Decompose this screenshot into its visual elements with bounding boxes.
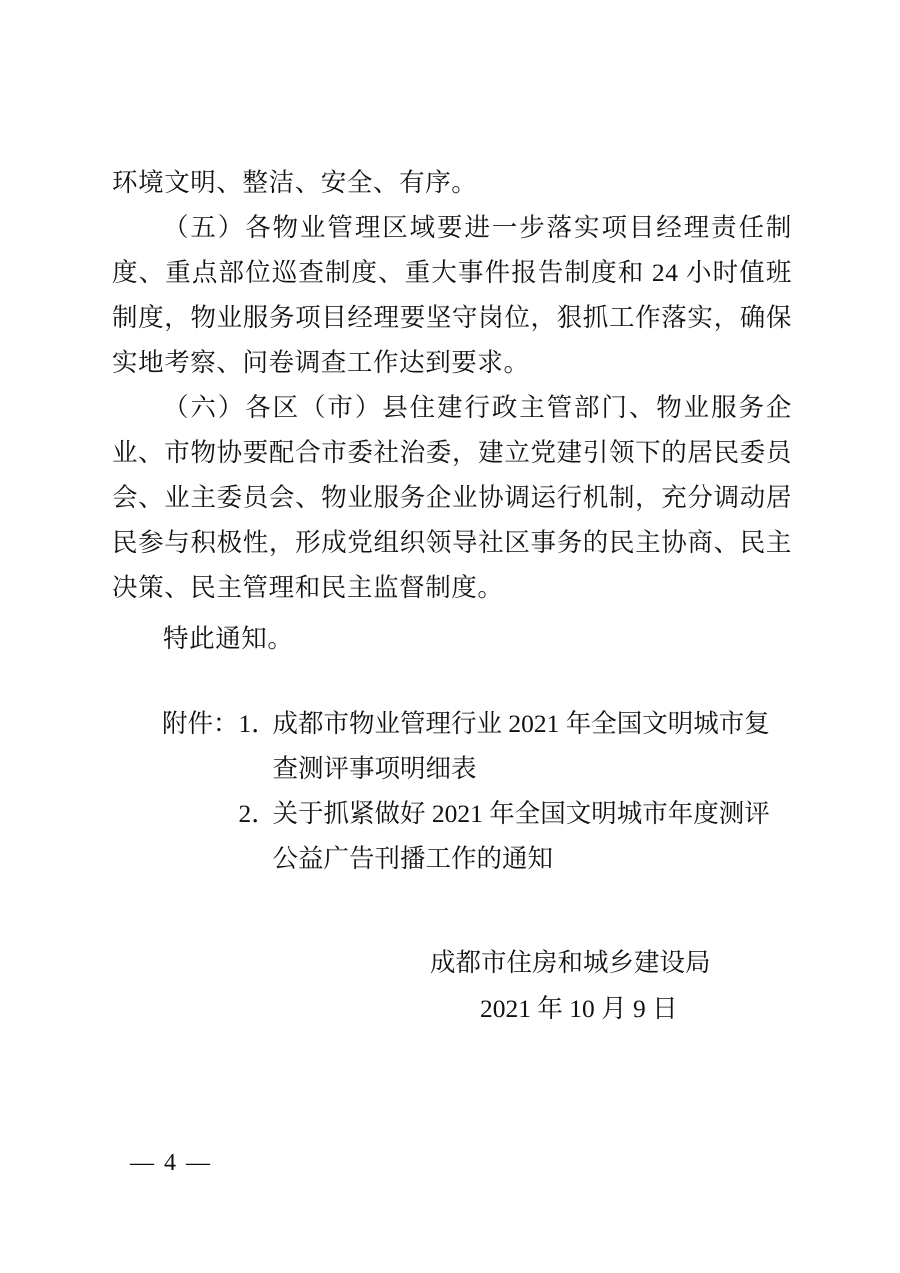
attachment-list bbox=[239, 701, 792, 881]
document-body bbox=[112, 160, 792, 881]
paragraph-closing: 特此通知。 bbox=[163, 624, 294, 653]
signature-date: 2021 年 10 月 9 日 bbox=[480, 994, 678, 1023]
attachment-number-2: 2． bbox=[238, 799, 277, 828]
attachment-row-first bbox=[112, 701, 792, 881]
attachment-text-1: 成都市物业管理行业 2021 年全国文明城市复查测评事项明细表 bbox=[272, 709, 770, 783]
attachment-number-1: 1． bbox=[238, 709, 277, 738]
paragraph-continued: 环境文明、整洁、安全、有序。 bbox=[112, 168, 478, 197]
page-footer bbox=[0, 1150, 900, 1177]
paragraph-item-five: （五）各物业管理区域要进一步落实项目经理责任制度、重点部位巡查制度、重大事件报告制度和 24 小时值班制度，物业服务项目经理要坚守岗位，狠抓工作落实，确保实地考察、问卷调查工作达到要求。 bbox=[112, 213, 792, 377]
attachments-label: 附件： bbox=[162, 709, 239, 738]
signature-issuer: 成都市住房和城乡建设局 bbox=[430, 948, 711, 977]
attachments-block bbox=[112, 701, 792, 881]
attachment-item-1 bbox=[239, 701, 792, 791]
signature-block bbox=[112, 940, 792, 1032]
page-number: — 4 — bbox=[130, 1150, 212, 1176]
paragraph-item-six: （六）各区（市）县住建行政主管部门、物业服务企业、市物协要配合市委社治委，建立党建引领下的居民委员会、业主委员会、物业服务企业协调运行机制，充分调动居民参与积极性，形成党组织领导社区事务的民主协商、民主决策、民主管理和民主监督制度。 bbox=[112, 393, 792, 602]
attachment-text-2: 关于抓紧做好 2021 年全国文明城市年度测评公益广告刊播工作的通知 bbox=[272, 799, 770, 873]
attachment-item-2 bbox=[239, 791, 792, 881]
